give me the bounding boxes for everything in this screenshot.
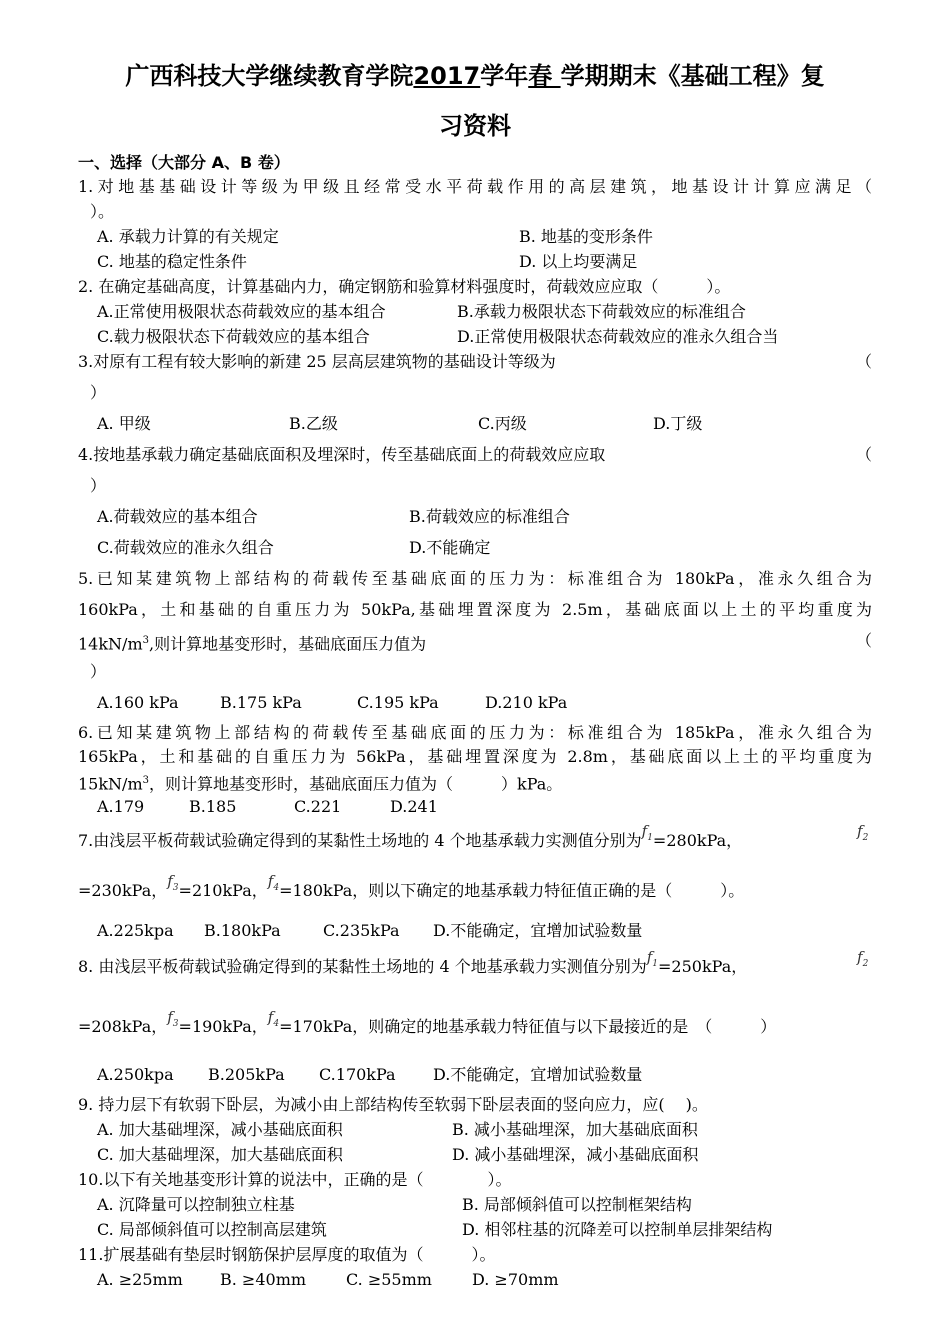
question-4-text: 4.按地基承载力确定基础底面积及埋深时，传至基础底面上的荷载效应应取	[78, 445, 606, 464]
question-8-f2-value: =208kPa，	[78, 1017, 168, 1036]
question-8-f3-value: =190kPa，	[178, 1017, 268, 1036]
title-text-b: 学年	[480, 62, 529, 90]
question-7-option-b: B.180kPa	[204, 921, 281, 940]
question-11-text: 11.扩展基础有垫层时钢筋保护层厚度的取值为（ ）。	[78, 1245, 496, 1264]
question-3-paren: （	[855, 352, 872, 371]
f3-symbol: $f_3$	[167, 872, 179, 893]
question-9-text: 9. 持力层下有软弱下卧层，为减小由上部结构传至软弱下卧层表面的竖向应力，应( )。	[78, 1095, 708, 1114]
question-8-option-c: C.170kPa	[319, 1065, 396, 1084]
title-text: 广西科技大学继续教育学院	[125, 62, 414, 90]
question-10-option-d: D. 相邻柱基的沉降差可以控制单层排架结构	[462, 1220, 773, 1239]
question-9-option-c: C. 加大基础埋深，加大基础底面积	[97, 1145, 343, 1164]
question-3-option-a: A. 甲级	[97, 414, 151, 433]
question-11-option-c: C. ≥55mm	[346, 1270, 432, 1289]
title-year: 2017	[413, 62, 481, 90]
f4-symbol: $f_4$	[267, 872, 280, 893]
question-5-paren: （	[855, 631, 872, 650]
question-1-text-cont: ）。	[90, 202, 115, 221]
question-4-text-cont: ）	[90, 476, 107, 495]
question-1-option-d: D. 以上均要满足	[519, 252, 638, 271]
question-7-f2-value: =230kPa，	[78, 881, 168, 900]
question-3-option-d: D.丁级	[653, 414, 703, 433]
question-2-text: 2. 在确定基础高度，计算基础内力，确定钢筋和验算材料强度时，荷载效应应取（ ）。	[78, 277, 731, 296]
question-8-f4-value: =170kPa，则确定的地基承载力特征值与以下最接近的是 （ ）	[279, 1017, 777, 1036]
question-7-f2	[857, 820, 868, 849]
question-8-option-a: A.250kpa	[97, 1065, 174, 1084]
question-7-option-d: D.不能确定，宜增加试验数量	[433, 921, 643, 940]
question-4-option-c: C.荷载效应的准永久组合	[97, 538, 274, 557]
question-7-f3-value: =210kPa，	[178, 881, 268, 900]
question-6-option-b: B.185	[189, 797, 237, 816]
question-4-option-b: B.荷载效应的标准组合	[409, 507, 570, 526]
question-5-text: 5.已知某建筑物上部结构的荷载传至基础底面的压力为：标准组合为 180kPa，准永久组合为	[78, 569, 872, 588]
question-8-f1-value: =250kPa，	[658, 957, 748, 976]
title-text-c: 学期期末《基础工程》复	[560, 62, 825, 90]
question-9-option-d: D. 减小基础埋深，减小基础底面积	[452, 1145, 699, 1164]
question-4-paren: （	[855, 445, 872, 464]
question-10-text: 10.以下有关地基变形计算的说法中，正确的是（ ）。	[78, 1170, 512, 1189]
question-3-text-cont: ）	[90, 383, 107, 402]
question-11-option-b: B. ≥40mm	[220, 1270, 307, 1289]
question-3-text: 3.对原有工程有较大影响的新建 25 层高层建筑物的基础设计等级为	[78, 352, 556, 371]
f2-symbol: $f_2$	[857, 822, 869, 843]
question-9-option-a: A. 加大基础埋深，减小基础底面积	[97, 1120, 343, 1139]
question-11-option-d: D. ≥70mm	[472, 1270, 559, 1289]
question-2-option-a: A.正常使用极限状态荷载效应的基本组合	[97, 302, 386, 321]
title-term: 春	[528, 62, 561, 90]
question-7-f4-value: =180kPa，则以下确定的地基承载力特征值正确的是（ ）。	[279, 881, 745, 900]
document-title-line1	[70, 60, 880, 92]
question-6-text-2: 165kPa，土和基础的自重压力为 56kPa，基础埋置深度为 2.8m，基础底面以上土的平均重度为	[78, 747, 872, 766]
question-1-option-b: B. 地基的变形条件	[519, 227, 653, 246]
question-7-text-a: 7.由浅层平板荷载试验确定得到的某黏性土场地的 4 个地基承载力实测值分别为	[78, 831, 642, 850]
question-2-option-b: B.承载力极限状态下荷载效应的标准组合	[457, 302, 746, 321]
question-3-option-b: B.乙级	[289, 414, 338, 433]
question-5-option-c: C.195 kPa	[357, 693, 439, 712]
unit-superscript: 3	[142, 775, 149, 786]
question-9-option-b: B. 减小基础埋深，加大基础底面积	[452, 1120, 698, 1139]
question-1-text: 1.对地基基础设计等级为甲级且经常受水平荷载作用的高层建筑，地基设计计算应满足（	[78, 177, 872, 196]
question-10-option-c: C. 局部倾斜值可以控制高层建筑	[97, 1220, 327, 1239]
question-6-text: 6.已知某建筑物上部结构的荷载传至基础底面的压力为：标准组合为 185kPa，准永久组合为	[78, 723, 872, 742]
document-title-line2: 习资料	[439, 112, 511, 140]
question-4-option-a: A.荷载效应的基本组合	[97, 507, 258, 526]
question-6-text-3	[78, 770, 562, 795]
question-7-text	[78, 822, 743, 859]
question-8-text-a: 8. 由浅层平板荷载试验确定得到的某黏性土场地的 4 个地基承载力实测值分别为	[78, 957, 647, 976]
f4-symbol: $f_4$	[267, 1008, 280, 1029]
question-8-option-d: D.不能确定，宜增加试验数量	[433, 1065, 643, 1084]
question-11-option-a: A. ≥25mm	[97, 1270, 183, 1289]
question-8-text	[78, 948, 748, 985]
question-3-option-c: C.丙级	[478, 414, 527, 433]
question-5-text-3b: ,则计算地基变形时，基础底面压力值为	[149, 634, 427, 654]
f2-symbol: $f_2$	[857, 948, 869, 969]
question-8-option-b: B.205kPa	[208, 1065, 285, 1084]
question-5-option-d: D.210 kPa	[485, 693, 568, 712]
unit-text: 14kN/m	[78, 634, 143, 654]
question-1-option-c: C. 地基的稳定性条件	[97, 252, 247, 271]
section-heading: 一、选择（大部分 A、B 卷）	[78, 153, 290, 172]
unit-text: 15kN/m	[78, 774, 143, 794]
question-5-text-2: 160kPa，土和基础的自重压力为 50kPa,基础埋置深度为 2.5m，基础底面以上土的平均重度为	[78, 600, 872, 619]
question-2-option-c: C.载力极限状态下荷载效应的基本组合	[97, 327, 370, 346]
question-5-option-a: A.160 kPa	[97, 693, 179, 712]
question-5-text-cont: ）	[90, 662, 107, 681]
question-8-text-2	[78, 1008, 777, 1045]
question-4-option-d: D.不能确定	[409, 538, 491, 557]
question-6-option-c: C.221	[294, 797, 342, 816]
f1-symbol: $f_1$	[641, 822, 653, 843]
question-6-text-3b: ，则计算地基变形时，基础底面压力值为（ ）kPa。	[149, 774, 563, 794]
question-1-option-a: A. 承载力计算的有关规定	[97, 227, 279, 246]
question-10-option-a: A. 沉降量可以控制独立柱基	[97, 1195, 295, 1214]
question-7-option-c: C.235kPa	[323, 921, 400, 940]
f3-symbol: $f_3$	[167, 1008, 179, 1029]
question-2-option-d: D.正常使用极限状态荷载效应的准永久组合当	[457, 327, 779, 346]
question-6-option-d: D.241	[390, 797, 438, 816]
unit-superscript: 3	[142, 635, 149, 646]
question-10-option-b: B. 局部倾斜值可以控制框架结构	[462, 1195, 692, 1214]
question-5-option-b: B.175 kPa	[220, 693, 302, 712]
question-6-option-a: A.179	[97, 797, 145, 816]
question-7-option-a: A.225kpa	[97, 921, 174, 940]
question-5-text-3	[78, 630, 426, 655]
f1-symbol: $f_1$	[646, 948, 659, 969]
question-7-text-2	[78, 872, 745, 909]
question-7-f1-value: =280kPa，	[652, 831, 743, 850]
question-8-f2	[857, 946, 868, 975]
